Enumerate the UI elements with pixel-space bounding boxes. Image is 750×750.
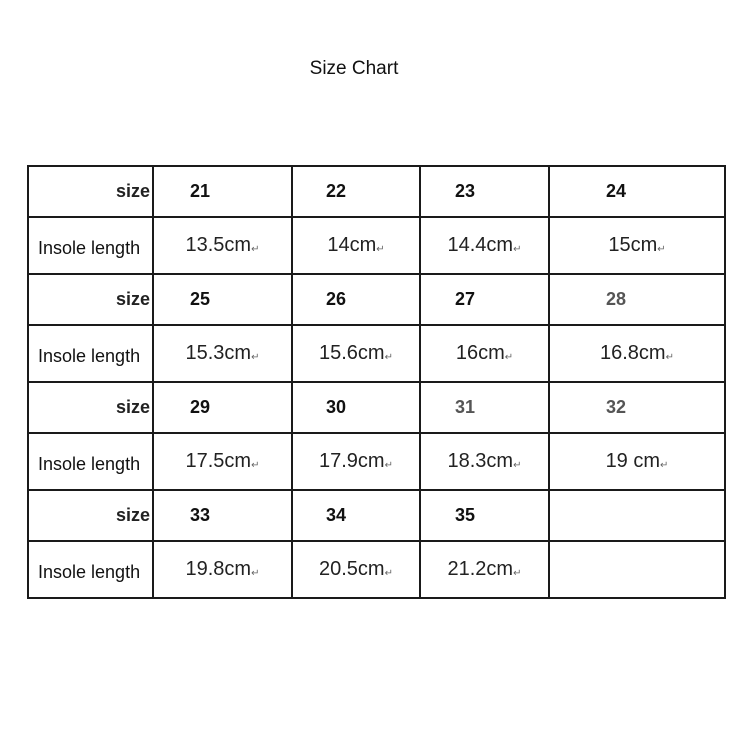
- insole-length-value: 17.5cm↵: [153, 433, 292, 490]
- size-label: size: [28, 274, 153, 325]
- insole-length-label: Insole length: [28, 325, 153, 382]
- insole-row: [28, 217, 725, 274]
- return-mark: ↵: [513, 244, 522, 255]
- return-mark: ↵: [384, 568, 393, 579]
- size-row: [28, 274, 725, 325]
- return-mark: ↵: [513, 568, 522, 579]
- insole-length-value: 17.9cm↵: [292, 433, 420, 490]
- size-value: 32: [549, 382, 725, 433]
- size-value: 26: [292, 274, 420, 325]
- size-value: 25: [153, 274, 292, 325]
- size-row: [28, 490, 725, 541]
- size-value: 23: [420, 166, 549, 217]
- return-mark: ↵: [657, 244, 666, 255]
- size-label: size: [28, 490, 153, 541]
- size-value: 34: [292, 490, 420, 541]
- return-mark: ↵: [384, 460, 393, 471]
- return-mark: ↵: [251, 352, 260, 363]
- insole-row: [28, 541, 725, 598]
- return-mark: ↵: [660, 460, 669, 471]
- insole-row: [28, 325, 725, 382]
- size-value: 24: [549, 166, 725, 217]
- insole-length-value: 20.5cm↵: [292, 541, 420, 598]
- return-mark: ↵: [384, 352, 393, 363]
- empty-cell: [549, 490, 725, 541]
- insole-length-value: 15.3cm↵: [153, 325, 292, 382]
- size-label: size: [28, 166, 153, 217]
- insole-length-label: Insole length: [28, 541, 153, 598]
- return-mark: ↵: [251, 460, 260, 471]
- return-mark: ↵: [251, 568, 260, 579]
- return-mark: ↵: [376, 244, 385, 255]
- size-label: size: [28, 382, 153, 433]
- size-row: [28, 166, 725, 217]
- size-value: 29: [153, 382, 292, 433]
- page-title: Size Chart: [309, 58, 399, 79]
- size-value: 31: [420, 382, 549, 433]
- insole-row: [28, 433, 725, 490]
- insole-length-value: 15.6cm↵: [292, 325, 420, 382]
- return-mark: ↵: [504, 352, 514, 363]
- insole-length-value: 18.3cm↵: [420, 433, 549, 490]
- size-value: 21: [153, 166, 292, 217]
- insole-length-value: 15cm↵: [549, 217, 725, 274]
- size-value: 35: [420, 490, 549, 541]
- insole-length-value: 14cm↵: [292, 217, 420, 274]
- insole-length-value: 19.8cm↵: [153, 541, 292, 598]
- size-row: [28, 382, 725, 433]
- insole-length-value: 14.4cm↵: [420, 217, 549, 274]
- insole-length-value: 13.5cm↵: [153, 217, 292, 274]
- return-mark: ↵: [251, 244, 260, 255]
- return-mark: ↵: [665, 352, 674, 363]
- return-mark: ↵: [513, 460, 522, 471]
- insole-length-value: 19 cm↵: [549, 433, 725, 490]
- empty-cell: [549, 541, 725, 598]
- size-value: 27: [420, 274, 549, 325]
- size-value: 30: [292, 382, 420, 433]
- insole-length-value: 16.8cm↵: [549, 325, 725, 382]
- size-chart-table: [27, 165, 726, 599]
- insole-length-label: Insole length: [28, 433, 153, 490]
- insole-length-value: 16cm↵: [420, 325, 549, 382]
- size-value: 22: [292, 166, 420, 217]
- insole-length-value: 21.2cm↵: [420, 541, 549, 598]
- size-value: 33: [153, 490, 292, 541]
- insole-length-label: Insole length: [28, 217, 153, 274]
- size-value: 28: [549, 274, 725, 325]
